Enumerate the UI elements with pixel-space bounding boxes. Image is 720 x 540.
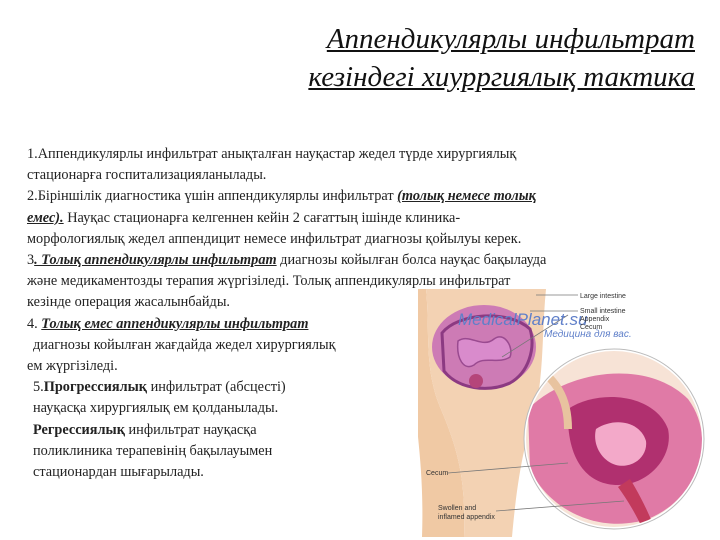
p3-a-text: диагнозы койылған болса науқас бақылауда bbox=[276, 252, 547, 269]
label-appendix: Appendix bbox=[580, 316, 610, 323]
p5-bold-regressive: Регрессиялық bbox=[33, 421, 125, 438]
p5-a-text: инфильтрат (абсцесті) bbox=[147, 379, 286, 396]
label-cecum: Cecum bbox=[426, 470, 449, 477]
p4-num: 4. bbox=[27, 315, 42, 332]
label-cecum-top: Cecum bbox=[580, 324, 603, 331]
slide-title bbox=[250, 20, 695, 96]
p2-a-emphasis: (толық немесе толық bbox=[397, 188, 536, 205]
p5-line-e: стационардан шығарылады. bbox=[33, 464, 204, 481]
p2-line-b bbox=[27, 208, 697, 229]
p3-emphasis: . Толық аппендикулярлы инфильтрат bbox=[34, 252, 277, 269]
label-small-intestine: Small intestine bbox=[580, 308, 626, 315]
watermark-text: MedicalPlanet.su bbox=[458, 310, 588, 329]
p5-c-text: инфильтрат науқасқа bbox=[124, 421, 257, 438]
p2-line-a bbox=[27, 186, 697, 207]
appendix-illustration bbox=[418, 289, 710, 537]
magnified-view bbox=[518, 349, 710, 537]
p1-line-b: стационарға госпитализацияланылады. bbox=[27, 167, 267, 184]
label-swollen-1: Swollen and bbox=[438, 505, 477, 512]
p4-line-b: диагнозы койылған жағдайда жедел хирургиялық bbox=[33, 336, 336, 353]
p5-bold-progressive: Прогрессиялық bbox=[43, 379, 148, 396]
cecum-shape bbox=[469, 374, 483, 388]
p2-b-text: Науқас стационарға келгеннен кейін 2 сағаттың ішінде клиника- bbox=[63, 209, 461, 226]
p2-a-text: 2.Біріншілік диагностика үшін аппендикулярлы инфильтрат bbox=[27, 188, 398, 205]
p3-line-a bbox=[27, 250, 697, 271]
p2-line-c: морфологиялық жедел аппендицит немесе инфильтрат диагнозы қойылуы керек. bbox=[27, 230, 522, 247]
p3-num: 3 bbox=[27, 252, 35, 269]
p1-line-a: 1.Аппендикулярлы инфильтрат анықталған науқастар жедел түрде хирургиялық bbox=[27, 146, 517, 162]
label-large-intestine: Large intestine bbox=[580, 293, 626, 300]
watermark-subtext: Медицина для вас. bbox=[544, 329, 632, 340]
p4-line-c: ем жүргізіледі. bbox=[27, 358, 118, 375]
p4-emphasis: Толық емес аппендикулярлы инфильтрат bbox=[41, 315, 309, 332]
appendix-anatomy-figure bbox=[418, 289, 710, 537]
p5-line-d: поликлиника терапевінің бақылауымен bbox=[33, 442, 273, 459]
title-line-1: Аппендикулярлы инфильтрат bbox=[326, 23, 695, 55]
p5-line-b: науқасқа хирургиялық ем қолданылады. bbox=[33, 400, 279, 417]
p3-line-c: кезінде операция жасалынбайды. bbox=[27, 294, 230, 311]
p5-num: 5. bbox=[33, 379, 44, 396]
label-swollen-2: inflamed appendix bbox=[438, 514, 495, 521]
p3-line-b: және медикаментозды терапия жүргізіледі. Толық аппендикулярлы инфильтрат bbox=[27, 273, 511, 290]
p2-b-emphasis: емес). bbox=[27, 209, 64, 226]
title-line-2: кезіндегі хиурргиялық тактика bbox=[308, 61, 695, 93]
